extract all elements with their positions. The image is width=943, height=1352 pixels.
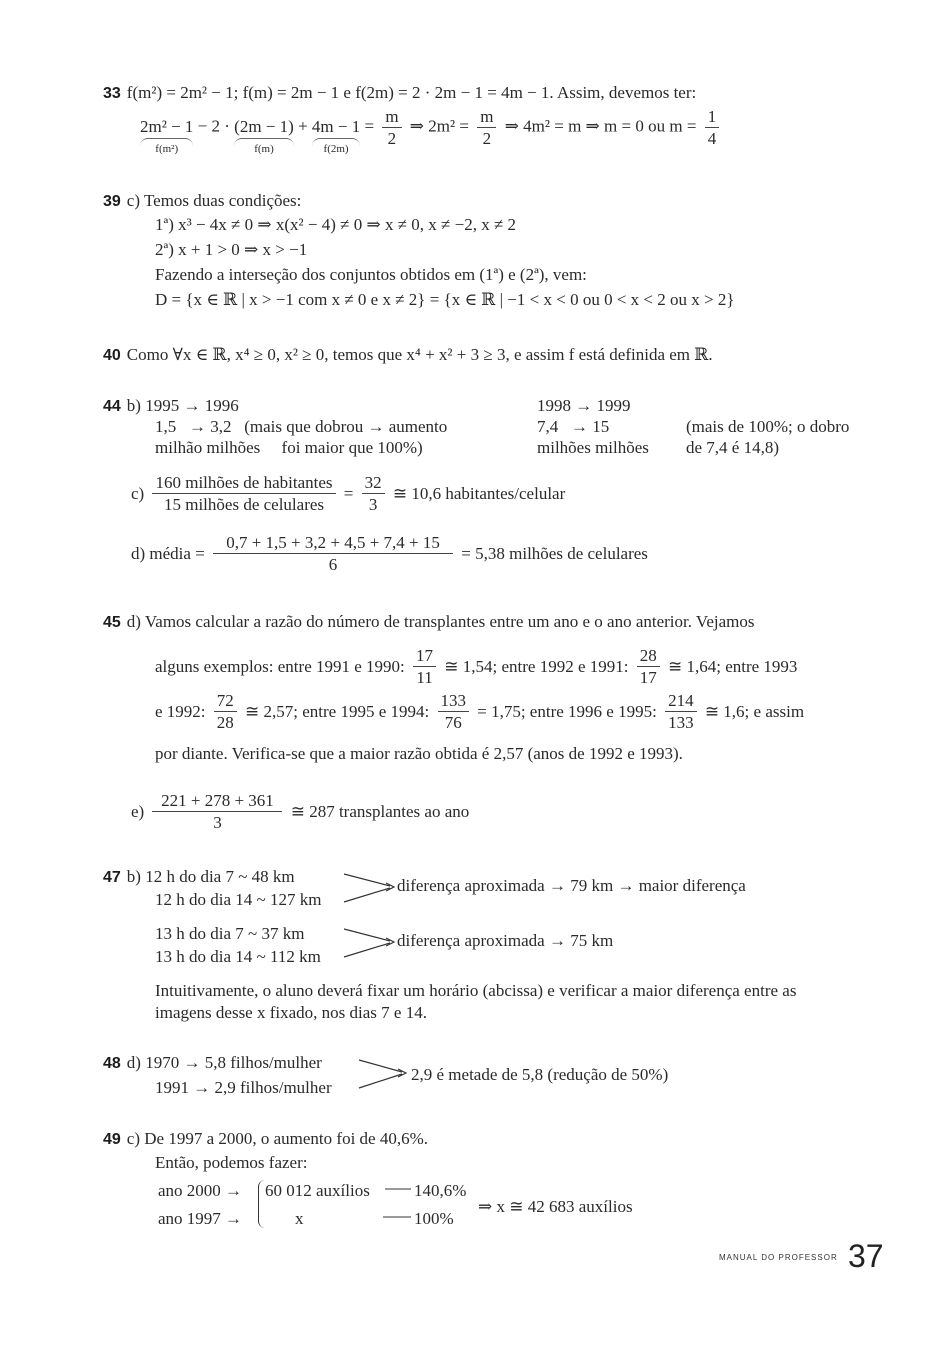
merge-arrow-icon <box>342 923 397 963</box>
merge-arrow-icon <box>357 1054 409 1094</box>
q47-result2: diferença aproximada → 75 km <box>397 931 614 950</box>
q39-line2: 1ª) x³ − 4x ≠ 0 ⇒ x(x² − 4) ≠ 0 ⇒ x ≠ 0, x ≠ −2, x ≠ 2 <box>155 215 517 234</box>
q33-text: f(m²) = 2m² − 1; f(m) = 2m − 1 e f(2m) = 2 · 2m − 1 = 4m − 1. Assim, devemos ter: <box>126 83 697 102</box>
q45-line4: por diante. Verifica-se que a maior razão obtida é 2,57 (anos de 1992 e 1993). <box>155 744 683 763</box>
q44-b-right2: 7,4 → 15 <box>537 417 610 436</box>
merge-arrow-icon <box>342 868 397 908</box>
q47-line4: 13 h do dia 14 ~ 112 km <box>155 947 321 966</box>
q39-number: 39 <box>103 193 121 210</box>
q44-b-right4: (mais de 100%; o dobro <box>686 417 850 436</box>
q44-c-fraction: $\frac{\text{160 milhões de habitantes}}{\text{15 milhões de celulares}}$ <box>152 472 335 516</box>
brace-icon <box>258 1180 265 1228</box>
q47-number: 47 <box>103 869 121 886</box>
q49-row1-percent: 140,6% <box>414 1181 467 1200</box>
q39-line3: 2ª) x + 1 > 0 ⇒ x > −1 <box>155 240 308 259</box>
q44-b-line3: milhão milhões foi maior que 100%) <box>155 438 423 457</box>
q49-row2-label: ano 1997 → <box>158 1209 243 1228</box>
q44-b-line2: 1,5 → 3,2 (mais que dobrou → aumento <box>155 417 448 436</box>
page-number: 37 <box>848 1238 884 1274</box>
q45-fraction: $\frac{133}{76}$ <box>438 690 470 734</box>
q45-line3: e 1992: $\frac{72}{28}$ ≅ 2,57; entre 1995 e 1994: $\frac{133}{76}$ = 1,75; entre 1996 e 1995: $\frac{214}{133}$ ≅ 1,6; e assim <box>155 691 805 733</box>
q49-number: 49 <box>103 1131 121 1148</box>
q33-fraction: $\frac{m}{2}$ <box>477 106 496 150</box>
question-40: 40 Como ∀x ∈ ℝ, x⁴ ≥ 0, x² ≥ 0, temos que x⁴ + x² + 3 ≥ 3, e assim f está definida em ℝ. <box>103 345 713 364</box>
q33-brace-label: f(m) <box>234 138 294 149</box>
q49-row2-value: x <box>295 1209 304 1228</box>
q49-line1: 49 c) De 1997 a 2000, o aumento foi de 40,6%. <box>103 1129 428 1148</box>
q45-fraction: $\frac{28}{17}$ <box>637 645 660 689</box>
q49-row2-percent: 100% <box>414 1209 454 1228</box>
q33-term-c: (2m − 1) f(m) <box>234 116 294 155</box>
q45-line1: 45 d) Vamos calcular a razão do número de transplantes entre um ano e o ano anterior. Vejamos <box>103 612 755 631</box>
q49-line2: Então, podemos fazer: <box>155 1153 308 1172</box>
q33-number: 33 <box>103 85 121 102</box>
q33-brace-label: f(2m) <box>312 138 360 149</box>
q45-number: 45 <box>103 614 121 631</box>
q45-line2: alguns exemplos: entre 1991 e 1990: $\frac{17}{11}$ ≅ 1,54; entre 1992 e 1991: $\frac{28}{17}$ ≅ 1,64; entre 1993 <box>155 646 798 688</box>
q40-number: 40 <box>103 347 121 364</box>
q48-number: 48 <box>103 1055 121 1072</box>
q44-b-right1: 1998 → 1999 <box>537 396 631 415</box>
q44-b-line1: 44 b) 1995 → 1996 <box>103 396 239 415</box>
q44-d: d) média = $\frac{0,7 + 1,5 + 3,2 + 4,5 + 7,4 + 15}{6}$ = 5,38 milhões de celulares <box>131 533 648 575</box>
q47-line6: imagens desse x fixado, nos dias 7 e 14. <box>155 1003 427 1022</box>
q48-line2: 1991 → 2,9 filhos/mulher <box>155 1078 332 1097</box>
q33-term-e: 4m − 1 f(2m) <box>311 116 361 155</box>
q47-result1: diferença aproximada → 79 km → maior diferença <box>397 876 746 895</box>
q49-result: ⇒ x ≅ 42 683 auxílios <box>478 1197 633 1216</box>
q33-line1 <box>103 82 696 104</box>
q33-brace-label: f(m²) <box>140 138 193 149</box>
q33-term-a: 2m² − 1 f(m²) <box>140 116 194 155</box>
q33-fraction: $\frac{m}{2}$ <box>382 106 401 150</box>
q45-fraction: $\frac{17}{11}$ <box>413 645 436 689</box>
q48-result: 2,9 é metade de 5,8 (redução de 50%) <box>411 1065 669 1084</box>
q49-row1-value: 60 012 auxílios <box>265 1181 370 1200</box>
q44-b-right3: milhões milhões <box>537 438 649 457</box>
q39-line1: 39 c) Temos duas condições: <box>103 191 302 210</box>
q39-line4: Fazendo a interseção dos conjuntos obtidos em (1ª) e (2ª), vem: <box>155 265 587 284</box>
q47-line5: Intuitivamente, o aluno deverá fixar um horário (abcissa) e verificar a maior diferença entre as <box>155 981 797 1000</box>
q47-line2: 12 h do dia 14 ~ 127 km <box>155 890 322 909</box>
q33-equation: 2m² − 1 f(m²) − 2 · (2m − 1) f(m) + 4m − 1 f(2m) = $\frac{m}{2}$ ⇒ 2m² = $\frac{m}{2}$ ⇒ 4m² = m ⇒ m = 0 ou m = $\frac{1}{4}$ <box>140 106 723 150</box>
footer-label: MANUAL DO PROFESSOR <box>719 1253 838 1262</box>
q44-d-fraction: $\frac{0,7 + 1,5 + 3,2 + 4,5 + 7,4 + 15}{6}$ <box>213 532 453 576</box>
q45-e: e) $\frac{221 + 278 + 361}{3}$ ≅ 287 transplantes ao ano <box>131 791 470 833</box>
q47-line1: 47 b) 12 h do dia 7 ~ 48 km <box>103 867 295 886</box>
q47-line3: 13 h do dia 7 ~ 37 km <box>155 924 305 943</box>
q45-fraction: $\frac{214}{133}$ <box>665 690 697 734</box>
q44-number: 44 <box>103 398 121 415</box>
q33-fraction: $\frac{1}{4}$ <box>705 106 720 150</box>
q39-line5: D = {x ∈ ℝ | x > −1 com x ≠ 0 e x ≠ 2} = {x ∈ ℝ | −1 < x < 0 ou 0 < x < 2 ou x > 2} <box>155 290 735 309</box>
q44-b-right5: de 7,4 é 14,8) <box>686 438 780 457</box>
q49-row1-label: ano 2000 → <box>158 1181 243 1200</box>
q44-c-fraction2: $\frac{32}{3}$ <box>362 472 385 516</box>
q45-fraction: $\frac{72}{28}$ <box>214 690 237 734</box>
q45-e-fraction: $\frac{221 + 278 + 361}{3}$ <box>152 790 282 834</box>
q48-line1: 48 d) 1970 → 5,8 filhos/mulher <box>103 1053 322 1072</box>
q44-c: c) $\frac{\text{160 milhões de habitantes}}{\text{15 milhões de celulares}}$ = $\frac{32}{3}$ ≅ 10,6 habitantes/celular <box>131 473 566 515</box>
